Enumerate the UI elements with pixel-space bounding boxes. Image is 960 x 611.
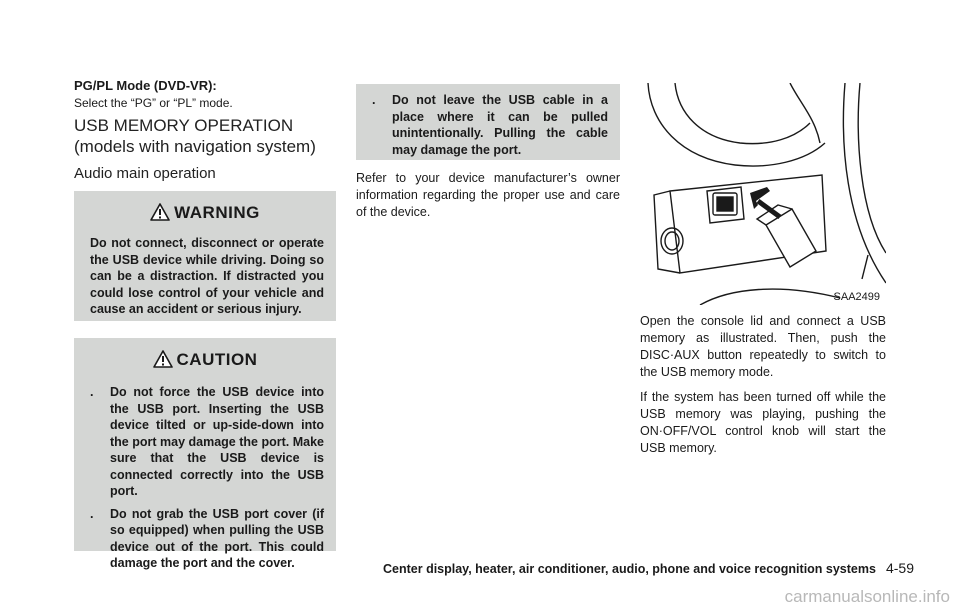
caution-icon — [153, 350, 173, 368]
caution-title-row — [74, 350, 336, 370]
page-footer — [383, 560, 914, 576]
caution-list — [90, 384, 324, 572]
mode-text: Select the “PG” or “PL” mode. — [74, 96, 233, 110]
figure-label: SAA2499 — [833, 291, 880, 303]
bullet-marker: . — [90, 506, 94, 521]
left-column — [74, 78, 336, 182]
caution-continued-box — [356, 84, 620, 160]
caution-item — [372, 92, 608, 158]
section-title: USB MEMORY OPERATION (models with navigation system) — [74, 116, 316, 156]
mode-heading: PG/PL Mode (DVD-VR): — [74, 78, 217, 93]
right-column — [640, 313, 886, 457]
middle-column — [356, 170, 620, 221]
console-usb-drawing — [640, 83, 886, 305]
caution-item — [90, 506, 324, 572]
usb-illustration — [640, 83, 886, 305]
watermark: carmanualsonline.info — [784, 587, 950, 606]
bullet-marker: . — [372, 93, 376, 107]
connect-paragraph: Open the console lid and connect a USB memory as illustrated. Then, push the DISC·AUX button repeatedly to switch to the USB memory mode. — [640, 314, 886, 379]
caution-item-text: Do not force the USB device into the USB port. Inserting the USB device tilted or up-side-down into the port may damage the port. Make sure that the USB device is connected correctly into the USB port. — [110, 385, 324, 498]
caution-title: CAUTION — [176, 350, 258, 369]
warning-text: Do not connect, disconnect or operate the USB device while driving. Doing so can be a distraction. If distracted you could lose control of your vehicle and cause an accident or serious injury. — [90, 236, 324, 316]
caution-item — [90, 384, 324, 500]
warning-icon — [150, 203, 170, 221]
page-number: 4-59 — [885, 560, 914, 576]
caution-item-text: Do not grab the USB port cover (if so equipped) when pulling the USB device out of the port. This could damage the port and the cover. — [110, 506, 324, 570]
resume-paragraph: If the system has been turned off while the USB memory was playing, pushing the ON·OFF/VOL control knob will start the USB memory. — [640, 390, 886, 455]
caution-box — [74, 338, 336, 570]
bullet-marker: . — [90, 385, 94, 399]
device-paragraph: Refer to your device manufacturer’s owner information regarding the proper use and care of the device. — [356, 171, 620, 219]
warning-box — [74, 191, 336, 321]
warning-title: WARNING — [174, 203, 260, 222]
footer-section-title: Center display, heater, air conditioner, audio, phone and voice recognition systems — [383, 562, 876, 576]
caution-item-text: Do not leave the USB cable in a place where it can be pulled unintentionally. Pulling the cable may damage the port. — [392, 93, 608, 157]
sub-title: Audio main operation — [74, 165, 216, 182]
warning-title-row — [74, 203, 336, 223]
